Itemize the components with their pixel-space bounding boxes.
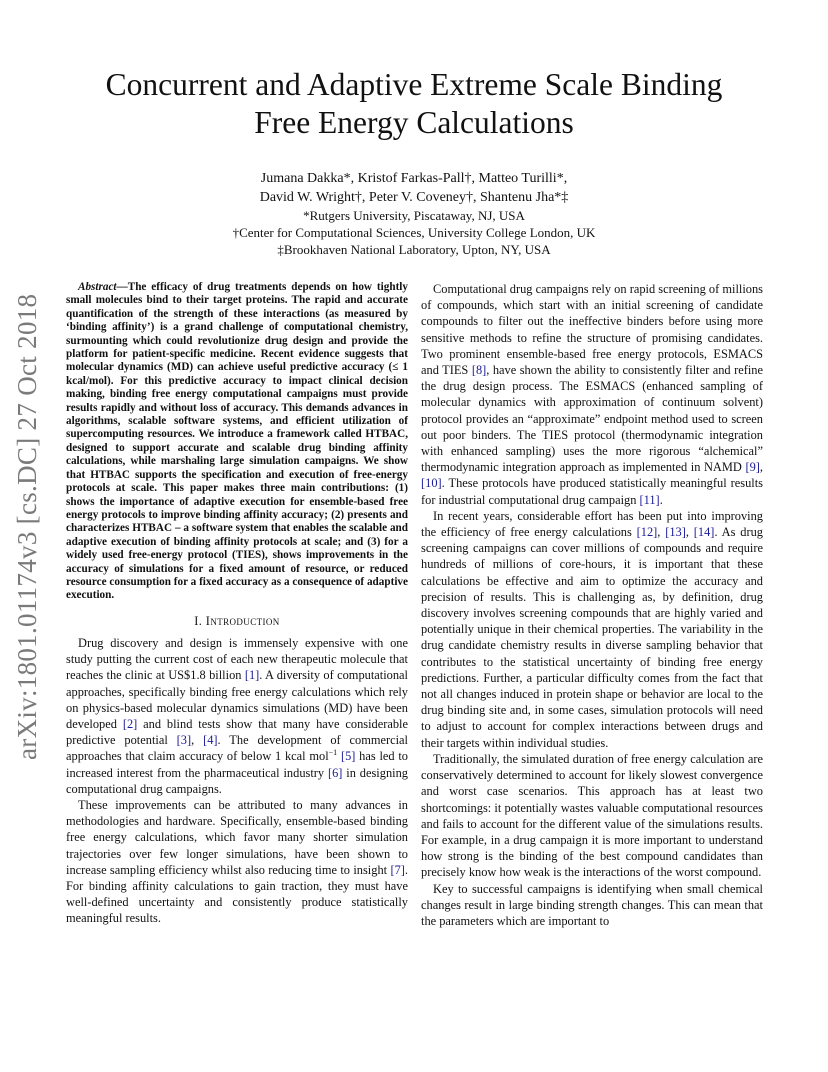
citation-link[interactable]: [3] [176,733,192,748]
text-run: , [191,733,204,748]
abstract-text: —The efficacy of drug treatments depends on how tightly small molecules bind to their target proteins. The rapid and accurate quantification of the strength of these interactions (as measured by ‘binding affinity’) is a grand challenge of computational chemistry, surmounting which could revolutionize drug design and provide the platform for patient-specific medicine. Recent evidence suggests that molecular dynamics (MD) can achieve useful predictive accuracy (≤ 1 kcal/mol). For this predictive accuracy to impact clinical decision making, binding free energy computational campaigns must provide results rapidly and without loss of accuracy. This demands advances in algorithms, scalable software systems, and efficient utilization of supercomputing resources. We introduce a framework called HTBAC, designed to support accurate and scalable drug binding affinity calculations, while marshaling large simulation campaigns. We show that HTBAC supports the specification and execution of free-energy protocols at scale. This paper makes three main contributions: (1) shows the importance of adaptive execution for ensemble-based free energy protocols to improve binding affinity accuracy; (2) presents and characterizes HTBAC – a software system that enables the scalable and adaptive execution of binding affinity protocols at scale; and (3) for a widely used free-energy protocol (TIES), shows improvements in the accuracy of simulations for a fixed amount of resource, or reduced resource consumption for a fixed accuracy as a consequence of adaptive execution. [66,281,408,602]
text-run: . [659,492,663,507]
affiliation: *Rutgers University, Piscataway, NJ, USA [303,208,525,223]
text-run: Computational drug campaigns rely on rapid screening of millions of compounds, which start with an initial screening of candidate compounds to filter out the ineffective binders before using more sensitive methods to refine the structure of promising candidates. Two prominent ensemble-based free energy protocols, ESMACS and TIES [421,282,763,378]
text-run: , [685,525,694,540]
citation-link[interactable]: [11] [639,492,660,507]
text-run: . The development of commercial approaches that claim accuracy of below 1 kcal mol [66,733,408,764]
citation-link[interactable]: [7] [390,862,405,877]
arxiv-identifier: arXiv:1801.01174v3 [cs.DC] 27 Oct 2018 [12,293,42,760]
author-line: David W. Wright†, Peter V. Coveney†, Shantenu Jha*‡ [259,189,569,205]
author-line: Jumana Dakka*, Kristof Farkas-Pall†, Matteo Turilli*, [260,171,568,186]
citation-link[interactable]: [1] [244,668,260,683]
abstract [66,281,408,603]
body-paragraph-3: Traditionally, the simulated duration of free energy calculation are conservatively determined to account for likely slowest convergence and worst case scenarios. This approach has at least two shortcomings: it potentially wastes valuable computational resources and fails to account for the different value of the simulations results. For example, in a drug campaign it is more important to understand how strong is the binding of the best compound candidates than precisely know how weak is the interactions of the worst compound. [421,751,763,880]
left-column [66,281,408,927]
body-paragraph-2 [421,508,763,751]
superscript: −1 [328,748,338,758]
text-run: , have shown the ability to consistently filter and refine the drug design process. The ESMACS (enhanced sampling of molecular dynamics with approximation of continuum solvent) protocol provides an “approximate” endpoint method used to screen out poor binders. The TIES protocol (thermodynamic integration with enhanced sampling) uses the more rigorous “alchemical” thermodynamic integration approach as implemented in NAMD [421,363,763,475]
body-paragraph-1 [421,281,763,508]
citation-link[interactable]: [8] [471,363,487,378]
text-run: in designing computational drug campaigns. [66,765,408,796]
citation-link[interactable]: [13] [665,525,686,540]
intro-paragraph-1 [66,635,408,797]
abstract-label: Abstract [78,281,117,293]
text-run: In recent years, considerable effort has been put into improving the efficiency of free energy calculations [421,508,763,540]
paper-title [60,66,768,142]
author-block [60,170,768,258]
title-line: Concurrent and Adaptive Extreme Scale Binding [105,67,723,102]
title-line: Free Energy Calculations [254,105,574,140]
text-run: Drug discovery and design is immensely expensive with one study putting the current cost of each new therapeutic molecule that reaches the clinic at US$1.8 billion [66,635,408,683]
paper-header [60,66,768,258]
citation-link[interactable]: [12] [636,525,658,540]
affiliation: ‡Brookhaven National Laboratory, Upton, NY, USA [277,242,551,257]
text-run: , [759,460,763,475]
citation-link[interactable]: [5] [340,749,356,764]
citation-link[interactable]: [10] [421,476,442,491]
affiliation: †Center for Computational Sciences, University College London, UK [232,225,596,240]
text-run: . For binding affinity calculations to gain traction, they must have well-defined uncertainty and consistently produce statistically meaningful results. [66,862,408,926]
text-run: has led to increased interest from the pharmaceutical industry [66,749,408,780]
citation-link[interactable]: [14] [693,525,715,540]
text-run: . These protocols have produced statistically meaningful results for industrial computational drug campaign [421,476,763,507]
citation-link[interactable]: [6] [327,765,343,780]
citation-link[interactable]: [9] [745,460,760,475]
text-run: , [657,525,666,540]
text-run: These improvements can be attributed to many advances in methodologies and hardware. Specifically, ensemble-based binding free energy calculations, which favor many shorter simulation trajectories over few longer simulations, have been shown to increase sampling efficiency whilst also reducing time to insight [66,797,408,877]
citation-link[interactable]: [2] [122,716,138,731]
text-run: . As drug screening campaigns can cover millions of compounds and require hundreds of millions of core-hours, it is important that these calculations be effective and aim to optimize the accuracy and precision of results. This is challenging as, by definition, drug discovery involves screening compounds that are highly varied and potentially unique in their chemical properties. The variability in the drug candidate chemistry results in diverse sampling behavior that contributes to the statistical uncertainty of binding free energy predictions. Further, a particular difficulty comes from the fact that not all changes induced in protein shape or behavior are local to the drug binding site and, in some cases, simulation protocols will need to adjust to account for complex interactions between drugs and their targets within individual studies. [421,525,763,750]
right-column [421,281,763,929]
text-run: . A diversity of computational approaches, specifically binding free energy calculations which rely on physics-based molecular dynamics simulations (MD) have been developed [66,668,408,731]
intro-paragraph-2 [66,797,408,927]
body-paragraph-4: Key to successful campaigns is identifying when small chemical changes result in large binding strength changes. This can mean that the parameters which are important to [421,881,763,928]
section-heading-introduction: I. Introduction [194,613,280,628]
citation-link[interactable]: [4] [203,733,218,748]
text-run: and blind tests show that many have considerable predictive potential [66,716,408,748]
